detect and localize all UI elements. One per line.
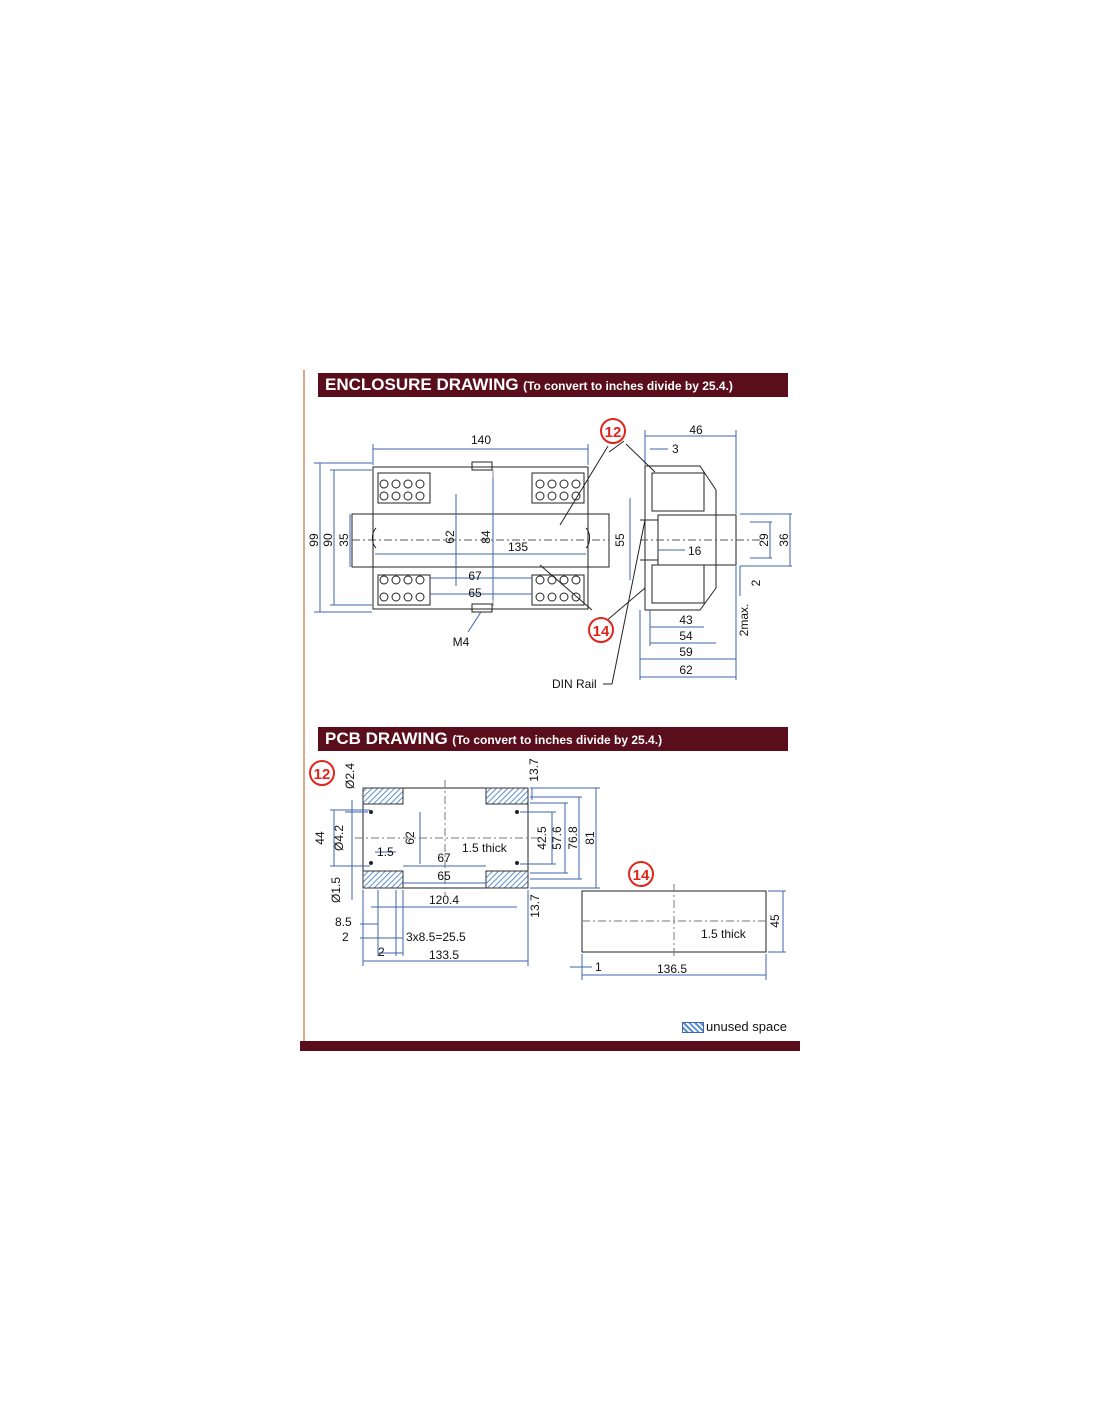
unused-space-top-left	[363, 788, 403, 804]
dim-2-bottom: 2	[378, 945, 385, 959]
legend	[682, 1019, 787, 1034]
dim-120-4: 120.4	[428, 893, 460, 907]
dim-135: 135	[507, 540, 529, 554]
dim-57-6: 57.6	[550, 826, 564, 850]
dim-16: 16	[688, 544, 702, 558]
dim-67: 67	[468, 569, 482, 583]
enclosure-side-view	[540, 430, 792, 684]
terminal-block-top-left	[378, 473, 430, 503]
side-body	[645, 466, 716, 610]
dim-13-7-bottom: 13.7	[528, 894, 542, 918]
dim-59: 59	[679, 645, 693, 659]
label-din-rail: DIN Rail	[552, 677, 597, 691]
dim-46: 46	[689, 423, 703, 437]
dim-29: 29	[757, 533, 771, 547]
dim-2-left: 2	[342, 930, 349, 944]
pcb-title: PCB DRAWING	[325, 729, 448, 748]
dim-54: 54	[679, 629, 693, 643]
pcb-callout-12	[310, 761, 334, 785]
pcb-12-hole	[369, 810, 373, 814]
dim-62-pcb: 62	[403, 831, 417, 845]
label-1-5-thick-2: 1.5 thick	[701, 927, 746, 941]
dim-90: 90	[321, 533, 335, 547]
pcb-subtitle: (To convert to inches divide by 25.4.)	[452, 733, 663, 747]
terminal-block-bottom-left	[378, 575, 430, 605]
svg-text:14: 14	[632, 867, 650, 884]
dim-1: 1	[595, 960, 602, 974]
dim-67-pcb: 67	[437, 851, 451, 865]
pcb-12-hole	[515, 810, 519, 814]
enclosure-callout-12	[601, 419, 625, 443]
unused-space-top-right	[486, 788, 528, 804]
dim-43: 43	[679, 613, 693, 627]
dim-45: 45	[768, 914, 782, 928]
dim-133-5: 133.5	[428, 948, 460, 962]
dim-44: 44	[313, 831, 327, 845]
dim-76-8: 76.8	[566, 826, 580, 850]
dim-2max: 2max.	[737, 603, 751, 637]
dim-55: 55	[613, 533, 627, 547]
unused-space-bottom-left	[363, 871, 403, 888]
dim-65-pcb: 65	[437, 869, 451, 883]
dim-84: 84	[479, 530, 493, 544]
dim-140: 140	[470, 433, 492, 447]
dim-13-7-top: 13.7	[527, 758, 541, 782]
bottom-clip	[472, 604, 492, 612]
dim-d4-2: Ø4.2	[332, 824, 346, 852]
dim-d1-5: Ø1.5	[329, 876, 343, 904]
enclosure-callout-14	[589, 618, 613, 642]
dim-36: 36	[777, 533, 791, 547]
enclosure-side-dimension-lines	[630, 430, 792, 680]
dim-3: 3	[672, 442, 679, 456]
dim-81: 81	[583, 831, 597, 845]
dim-d2-4: Ø2.4	[343, 762, 357, 790]
pcb-12-hole	[515, 861, 519, 865]
legend-label: unused space	[706, 1019, 787, 1034]
label-m4: M4	[452, 635, 470, 649]
terminal-block-bottom-right	[532, 575, 584, 605]
dim-62-side: 62	[679, 663, 693, 677]
svg-text:12: 12	[313, 766, 331, 783]
dim-3x8-5: 3x8.5=25.5	[406, 930, 466, 944]
dim-136-5: 136.5	[656, 962, 688, 976]
label-1-5-thick: 1.5 thick	[462, 841, 507, 855]
pcb-12-hole	[369, 861, 373, 865]
top-clip	[472, 462, 492, 470]
footer-bar	[300, 1041, 800, 1051]
unused-space-bottom-right	[486, 871, 528, 888]
dim-42-5: 42.5	[535, 826, 549, 850]
enclosure-subtitle: (To convert to inches divide by 25.4.)	[523, 379, 733, 393]
dim-1-5: 1.5	[377, 845, 394, 859]
dim-65: 65	[468, 586, 482, 600]
enclosure-title: ENCLOSURE DRAWING	[325, 375, 519, 394]
enclosure-front-view	[314, 444, 609, 632]
dim-8-5: 8.5	[335, 915, 352, 929]
svg-text:12: 12	[604, 424, 622, 441]
hatch-swatch-icon	[682, 1022, 704, 1033]
svg-text:14: 14	[592, 623, 610, 640]
dim-99: 99	[307, 533, 321, 547]
dim-62: 62	[443, 530, 457, 544]
dim-35: 35	[337, 533, 351, 547]
dim-2: 2	[749, 579, 763, 587]
pcb-callout-14	[629, 862, 653, 886]
enclosure-dimension-texts	[307, 423, 791, 691]
